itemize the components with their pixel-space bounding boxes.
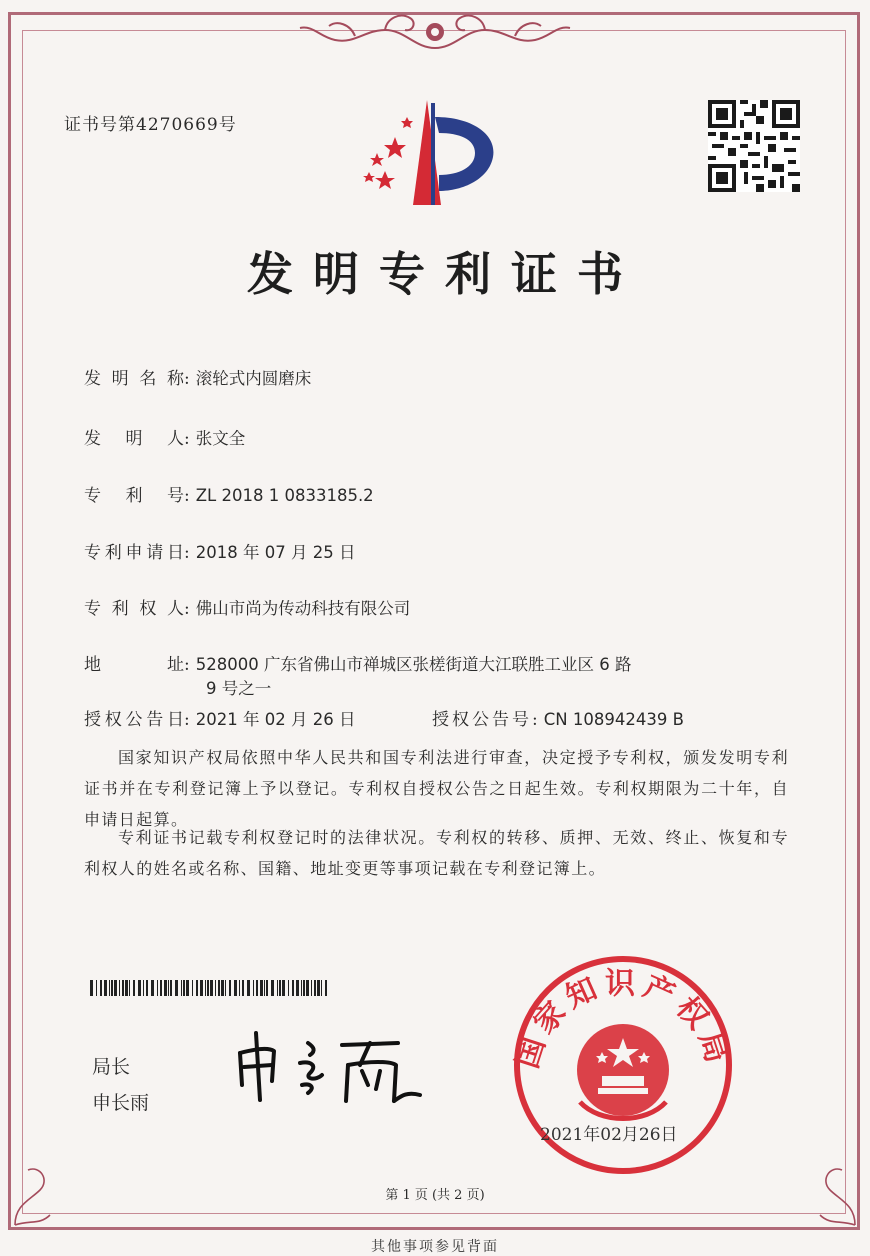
legal-paragraph-2: 专利证书记载专利权登记时的法律状况。专利权的转移、质押、无效、终止、恢复和专利权人的姓名或名称、国籍、地址变更等事项记载在专利登记簿上。 — [84, 828, 789, 878]
field-invention-name: 发 明 名 称 : 滚轮式内圆磨床 — [84, 364, 311, 389]
field-address: 地 址 : 528000 广东省佛山市禅城区张槎街道大江联胜工业区 6 路 — [84, 650, 631, 675]
field-label: 地 址 — [84, 655, 184, 675]
grant-date-value: 2021 年 02 月 26 日 — [195, 710, 356, 729]
patentee-value: 佛山市尚为传动科技有限公司 — [195, 599, 411, 618]
svg-text:国家知识产权局: 国家知识产权局 — [510, 966, 736, 1073]
application-date-value: 2018 年 07 月 25 日 — [195, 543, 356, 562]
field-grant-date: 授 权 公 告 日 : 2021 年 02 月 26 日 — [84, 705, 355, 730]
field-inventor: 发 明 人 : 张文全 — [84, 424, 245, 449]
field-application-date: 专 利 申 请 日 : 2018 年 07 月 25 日 — [84, 538, 355, 563]
field-patent-number: 专 利 号 : ZL 2018 1 0833185.2 — [84, 481, 374, 506]
director-signature-icon — [230, 1025, 440, 1105]
director-title: 局长 — [92, 1056, 131, 1078]
field-label: 专 利 申 请 日 — [84, 543, 184, 563]
qr-code-icon — [708, 100, 800, 192]
field-label: 授 权 公 告 日 — [84, 710, 184, 730]
top-ornament-icon — [295, 0, 575, 58]
field-address-continued — [206, 675, 271, 699]
director-name: 申长雨 — [92, 1092, 150, 1114]
certificate-number: 证书号第4270669号 — [64, 115, 237, 135]
patent-office-logo-icon — [355, 95, 505, 215]
field-grant-number: 授权公告号: CN 108942439 B — [432, 710, 684, 730]
certificate-title: 发明专利证书 — [247, 247, 643, 301]
footer-note: 其他事项参见背面 — [371, 1239, 499, 1255]
inventor-value: 张文全 — [195, 429, 246, 448]
page-number: 第 1 页 (共 2 页) — [385, 1188, 485, 1203]
field-label: 专 利 权 人 — [84, 599, 184, 619]
invention-name-value: 滚轮式内圆磨床 — [195, 369, 312, 388]
grant-number-label: 授权公告号 — [432, 710, 532, 730]
address-value-line2: 9 号之一 — [206, 679, 272, 698]
patent-number-value: ZL 2018 1 0833185.2 — [195, 486, 374, 505]
legal-paragraph-1: 国家知识产权局依照中华人民共和国专利法进行审查，决定授予专利权，颁发发明专利证书并在专利登记簿上予以登记。专利权自授权公告之日起生效。专利权期限为二十年，自申请日起算。 — [84, 748, 789, 829]
field-label: 发 明 名 称 — [84, 369, 184, 389]
field-label: 专 利 号 — [84, 486, 184, 506]
seal-date: 2021年02月26日 — [540, 1125, 678, 1145]
field-patentee: 专 利 权 人 : 佛山市尚为传动科技有限公司 — [84, 594, 410, 619]
address-value-line1: 528000 广东省佛山市禅城区张槎街道大江联胜工业区 6 路 — [195, 655, 632, 674]
barcode-icon — [90, 980, 330, 996]
grant-number-value: CN 108942439 B — [543, 710, 684, 729]
field-label: 发 明 人 — [84, 429, 184, 449]
